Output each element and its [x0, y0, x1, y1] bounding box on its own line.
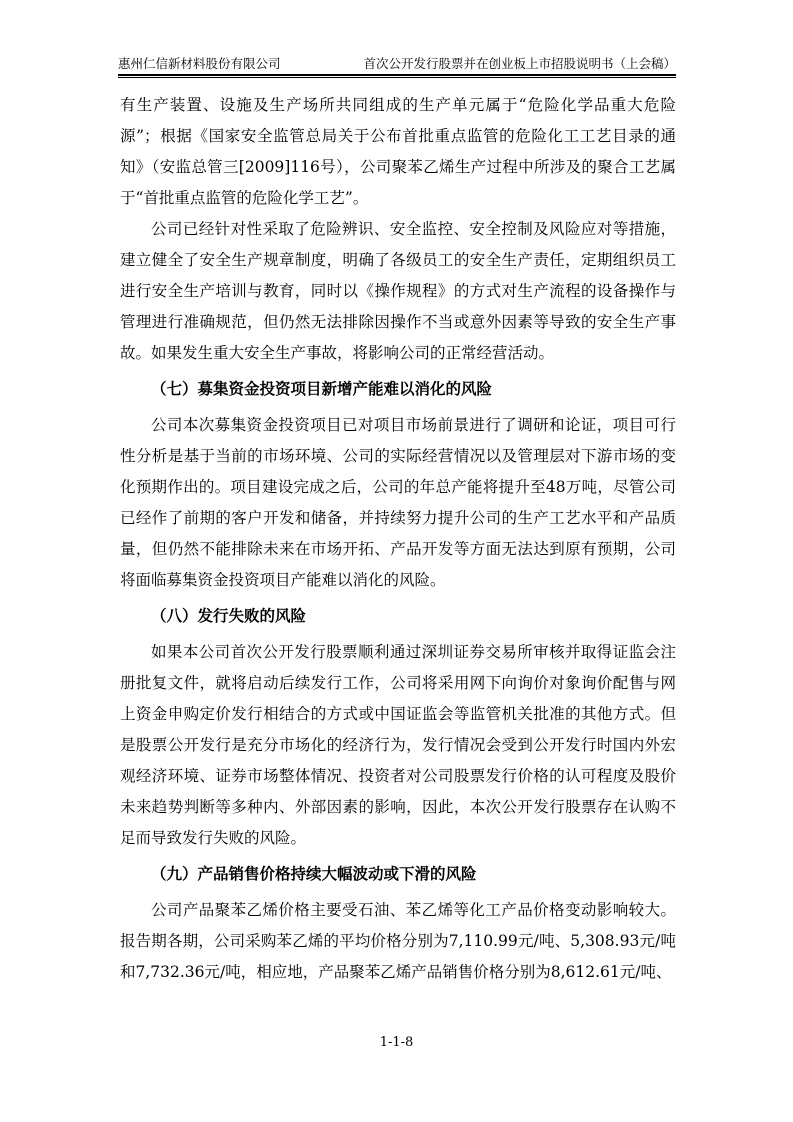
header-company-name: 惠州仁信新材料股份有限公司 [118, 56, 281, 71]
section-heading-capacity-risk: （七）募集资金投资项目新增产能难以消化的风险 [151, 380, 493, 398]
header-rule-thin [118, 77, 676, 78]
paragraph-capacity-risk: 公司本次募集资金投资项目已对项目市场前景进行了调研和论证，项目可行性分析是基于当前的市场环境、公司的实际经营情况以及管理层对下游市场的变化预期作出的。项目建设完成之后，公司的年总产能将提升至48万吨，尽管公司已经作了前期的客户开发和储备，并持续努力提升公司的生产工艺水平和产品质量，但仍然不能排除未来在市场开拓、产品开发等方面无法达到原有预期，公司将面临募集资金投资项目产能难以消化的风险。 [120, 416, 676, 589]
paragraph-issuance-failure: 如果本公司首次公开发行股票顺利通过深圳证券交易所审核并取得证监会注册批复文件，就将启动后续发行工作，公司将采用网下向询价对象询价配售与网上资金申购定价发行相结合的方式或中国证监会等监管机关批准的其他方式。但是股票公开发行是充分市场化的经济行为，发行情况会受到公开发行时国内外宏观经济环境、证券市场整体情况、投资者对公司股票发行价格的认可程度及股价未来趋势判断等多种内、外部因素的影响，因此，本次公开发行股票存在认购不足而导致发行失败的风险。 [120, 643, 676, 847]
page-body [120, 90, 676, 988]
paragraph-hazard-source: 有生产装置、设施及生产场所共同组成的生产单元属于“危险化学品重大危险源”；根据《国家安全监管总局关于公布首批重点监管的危险化工工艺目录的通知》（安监总管三[2009]116号），公司聚苯乙烯生产过程中所涉及的聚合工艺属于“首批重点监管的危险化学工艺”。 [120, 96, 676, 207]
paragraph-price-volatility: 公司产品聚苯乙烯价格主要受石油、苯乙烯等化工产品价格变动影响较大。报告期各期，公司采购苯乙烯的平均价格分别为7,110.99元/吨、5,308.93元/吨和7,732.36元/吨，相应地，产品聚苯乙烯产品销售价格分别为8,612.61元/吨、 [120, 901, 676, 981]
paragraph-safety-measures: 公司已经针对性采取了危险辨识、安全监控、安全控制及风险应对等措施，建立健全了安全生产规章制度，明确了各级员工的安全生产责任，定期组织员工进行安全生产培训与教育，同时以《操作规程》的方式对生产流程的设备操作与管理进行准确规范，但仍然无法排除因操作不当或意外因素等导致的安全生产事故。如果发生重大安全生产事故，将影响公司的正常经营活动。 [120, 220, 676, 362]
header-rule-thick [118, 74, 676, 76]
section-heading-price-volatility: （九）产品销售价格持续大幅波动或下滑的风险 [151, 865, 477, 883]
page-header [118, 54, 676, 74]
section-heading-issuance-failure: （八）发行失败的风险 [151, 607, 307, 625]
header-document-title: 首次公开发行股票并在创业板上市招股说明书（上会稿） [363, 56, 676, 71]
page-number: 1-1-8 [379, 1035, 414, 1050]
